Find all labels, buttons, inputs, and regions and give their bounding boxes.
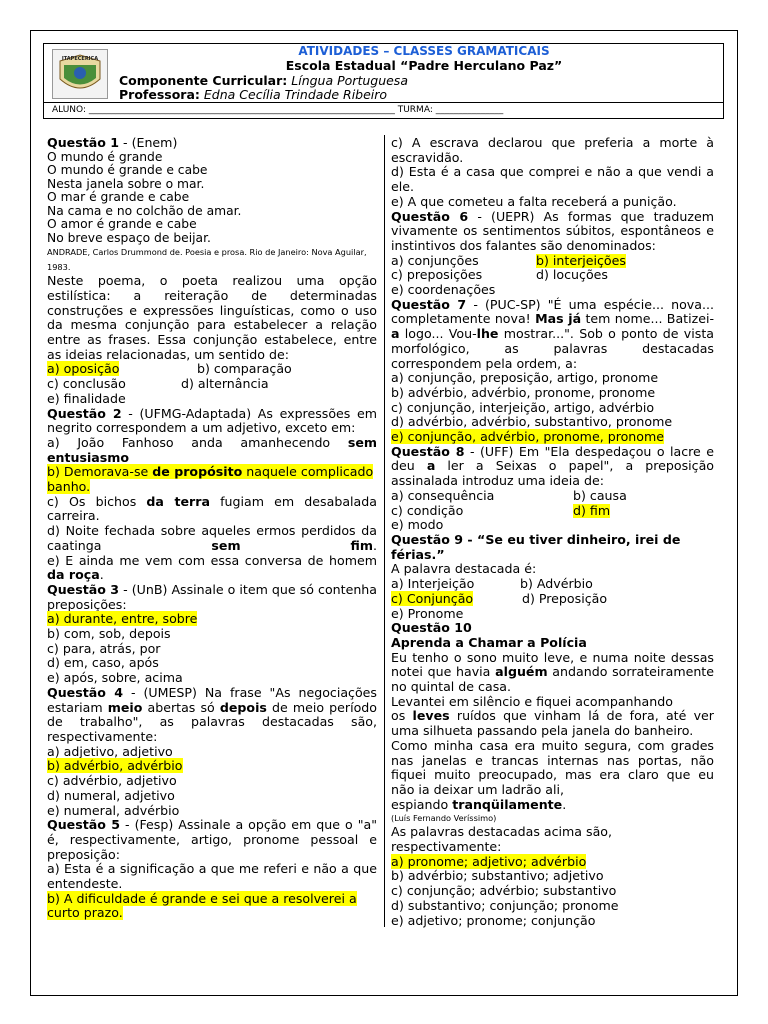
q10-text-title-label: Aprenda a Chamar a Polícia bbox=[391, 634, 587, 650]
q3-option-b[interactable]: b) com, sob, depois bbox=[47, 626, 171, 642]
q5-option-b-row bbox=[47, 892, 377, 921]
q6-title: Questão 6 bbox=[391, 208, 469, 224]
q3-heading bbox=[47, 583, 377, 612]
document-title: ATIVIDADES – CLASSES GRAMATICAIS bbox=[298, 44, 550, 58]
q2-c-text2: fugiam em desabalada carreira. bbox=[47, 493, 377, 524]
q10-p1-text2: andando sorrateiramente no quintal de casa. bbox=[391, 664, 714, 695]
q7-bold1: Mas já bbox=[535, 311, 582, 327]
q4-option-a[interactable]: a) adjetivo, adjetivo bbox=[47, 743, 173, 759]
q3-option-d[interactable]: d) em, caso, após bbox=[47, 655, 159, 671]
q1-option-e[interactable]: e) finalidade bbox=[47, 390, 126, 406]
q2-b-text: b) Demorava-se bbox=[47, 464, 153, 480]
q7-option-b[interactable]: b) advérbio, advérbio, pronome, pronome bbox=[391, 384, 656, 400]
q2-c-text: c) Os bichos bbox=[47, 493, 147, 509]
q8-option-a[interactable]: a) consequência bbox=[391, 487, 495, 503]
q7-bold3: lhe bbox=[476, 326, 499, 342]
q9-bold1: Se bbox=[485, 531, 503, 547]
q4-text3: de meio período de trabalho", as palavras destacadas são, respectivamente: bbox=[47, 699, 378, 744]
q7-text1: - (PUC-SP) "É uma espécie... nova... completamente nova! bbox=[391, 296, 714, 327]
q8-option-e[interactable]: e) modo bbox=[391, 517, 444, 533]
q7-option-a[interactable]: a) conjunção, preposição, artigo, pronome bbox=[391, 370, 659, 386]
q10-stem: As palavras destacadas acima são, respectivamente: bbox=[391, 824, 613, 855]
q1-option-a[interactable]: a) oposição bbox=[47, 361, 120, 377]
q10-paragraph-5 bbox=[391, 798, 714, 813]
q5-source: - (Fesp) Assinale a opção em que o "a" é, respectivamente, artigo, pronome pessoal e preposição: bbox=[47, 817, 377, 862]
q10-p1-bold: alguém bbox=[495, 664, 548, 680]
q1-stem: Neste poema, o poeta realizou uma opção estilística: a reiteração de determinadas construções e expressões linguísticas, como o uso da mesma conjunção para estabelecer a relação entre as frases. Essa conjunção estabelece, entre as ideias relacionadas, um sentido de: bbox=[47, 273, 377, 362]
q6-heading bbox=[391, 210, 714, 254]
q4-text1: - (UMESP) Na frase "As negociações estariam bbox=[47, 684, 377, 715]
q6-option-b[interactable]: b) interjeições bbox=[536, 252, 626, 268]
logo-text: ITAPECERICA bbox=[61, 56, 99, 62]
q2-option-b[interactable] bbox=[47, 465, 377, 494]
q2-a-bold: sem entusiasmo bbox=[47, 434, 377, 465]
component-line bbox=[119, 73, 408, 88]
q3-option-a[interactable]: a) durante, entre, sobre bbox=[47, 611, 198, 627]
poem-line: Nesta janela sobre o mar. bbox=[47, 176, 205, 191]
q2-b-bold: de propósito bbox=[152, 464, 243, 480]
q10-paragraph-3 bbox=[391, 709, 714, 738]
q10-paragraph-1 bbox=[391, 651, 714, 695]
q9-options-ab bbox=[391, 577, 714, 592]
q10-title: Questão 10 bbox=[391, 620, 472, 636]
q1-options-ab bbox=[47, 362, 377, 377]
q8-option-c[interactable]: c) condição bbox=[391, 502, 464, 518]
q10-text-title bbox=[391, 636, 714, 651]
q9-option-d[interactable]: d) Preposição bbox=[522, 590, 608, 606]
q10-p1-text: Eu tenho o sono muito leve, e numa noite dessas notei que havia bbox=[391, 649, 714, 680]
q2-heading bbox=[47, 407, 377, 436]
poem-line: No breve espaço de beijar. bbox=[47, 230, 211, 245]
q1-poem bbox=[47, 151, 377, 246]
q8-text1: - (UFF) Em "Ela despedaçou o lacre e deu bbox=[391, 443, 714, 474]
q7-text3: logo... Vou- bbox=[399, 326, 477, 342]
right-column bbox=[391, 136, 714, 928]
q5-option-b[interactable]: b) A dificuldade é grande e sei que a resolverei a curto prazo. bbox=[47, 890, 357, 921]
q10-p5-text2: . bbox=[562, 796, 567, 812]
column-divider bbox=[384, 135, 385, 927]
school-name: Escola Estadual “Padre Herculano Paz” bbox=[285, 58, 563, 73]
q7-text2: tem nome... Batizei- bbox=[581, 311, 714, 327]
q10-author: (Luís Fernando Veríssimo) bbox=[391, 813, 497, 824]
student-row[interactable]: ALUNO: ____________________________________________________________________ TURMA: _______________ bbox=[43, 102, 724, 119]
q10-heading bbox=[391, 621, 714, 636]
q3-title: Questão 3 bbox=[47, 581, 120, 597]
q5-heading bbox=[47, 818, 377, 862]
q1-option-d[interactable]: d) alternância bbox=[181, 376, 269, 392]
q8-options-ab bbox=[391, 489, 714, 504]
q2-title: Questão 2 bbox=[47, 405, 122, 421]
poem-line: O amor é grande e cabe bbox=[47, 217, 197, 232]
q4-option-c[interactable]: c) advérbio, adjetivo bbox=[47, 773, 177, 789]
q7-heading bbox=[391, 298, 714, 372]
q1-title: Questão 1 bbox=[47, 135, 120, 150]
q5-option-c[interactable]: c) A escrava declarou que preferia a morte à escravidão. bbox=[391, 135, 714, 165]
q10-paragraph-2: Levantei em silêncio e fiquei acompanhando bbox=[391, 693, 673, 709]
q9-options-cd bbox=[391, 592, 714, 607]
q10-p3-bold: leves bbox=[412, 708, 450, 724]
q3-source: - (UnB) Assinale o item que só contenha preposições: bbox=[47, 581, 377, 612]
q4-text2: abertas só bbox=[142, 699, 220, 715]
q6-options-ab bbox=[391, 254, 714, 269]
q4-option-e[interactable]: e) numeral, advérbio bbox=[47, 802, 180, 818]
poem-line: Na cama e no colchão de amar. bbox=[47, 203, 242, 218]
q7-text4: mostrar...". Sob o ponto de vista morfológico, as palavras destacadas correspondem pela ordem, a: bbox=[391, 326, 714, 371]
q10-option-d[interactable]: d) substantivo; conjunção; pronome bbox=[391, 897, 619, 913]
q1-citation: ANDRADE, Carlos Drummond de. Poesia e prosa. Rio de Janeiro: Nova Aguilar, 1983. bbox=[47, 247, 367, 272]
q6-option-c[interactable]: c) preposições bbox=[391, 267, 483, 283]
teacher-value: Edna Cecília Trindade Ribeiro bbox=[203, 87, 388, 102]
q5-option-a[interactable]: a) Esta é a significação a que me referi e não a que entendeste. bbox=[47, 861, 377, 892]
q6-option-a[interactable]: a) conjunções bbox=[391, 252, 479, 268]
q7-option-d[interactable]: d) advérbio, advérbio, substantivo, pronome bbox=[391, 414, 673, 430]
q2-e-text: e) E ainda me vem com essa conversa de homem bbox=[47, 552, 377, 568]
component-value: Língua Portuguesa bbox=[291, 73, 408, 88]
poem-line: O mundo é grande e cabe bbox=[47, 163, 208, 178]
q1-source: - (Enem) bbox=[119, 135, 178, 150]
q10-option-b[interactable]: b) advérbio; substantivo; adjetivo bbox=[391, 868, 604, 884]
q9-stem: A palavra destacada é: bbox=[391, 561, 537, 577]
q2-e-bold: da roça bbox=[47, 567, 100, 583]
left-column bbox=[47, 136, 377, 921]
q7-bold2: a bbox=[391, 326, 400, 342]
q2-option-d[interactable]: d) Noite fechada sobre aqueles ermos perdidos da caatinga sem fim. bbox=[47, 523, 377, 553]
q4-bold1: meio bbox=[107, 699, 143, 715]
q3-option-e[interactable]: e) após, sobre, acima bbox=[47, 670, 183, 686]
teacher-label: Professora: bbox=[119, 87, 200, 102]
q4-title: Questão 4 bbox=[47, 684, 123, 700]
q7-option-c[interactable]: c) conjunção, interjeição, artigo, advérbio bbox=[391, 399, 655, 415]
q2-d-text: d) Noite fechada sobre aqueles ermos perdidos da caatinga bbox=[47, 523, 377, 553]
q8-title: Questão 8 bbox=[391, 443, 465, 459]
q10-p3-text2: ruídos que vinham lá de fora, até ver uma silhueta passando pela janela do banheiro. bbox=[391, 708, 714, 739]
q6-option-d[interactable]: d) locuções bbox=[536, 267, 608, 283]
q7-option-e[interactable]: e) conjunção, advérbio, pronome, pronome bbox=[391, 429, 664, 445]
q10-p3-text: os bbox=[391, 708, 413, 724]
q10-option-a-row bbox=[391, 855, 714, 870]
q8-bold1: a bbox=[426, 458, 436, 474]
q6-options-cd bbox=[391, 268, 714, 283]
q1-heading bbox=[47, 136, 377, 151]
q9-option-b[interactable]: b) Advérbio bbox=[520, 576, 593, 592]
q10-paragraph-4: Como minha casa era muito segura, com grades nas janelas e trancas internas nas portas, não fiquei muito preocupado, mas era claro que eu não ia deixar um ladrão ali, bbox=[391, 737, 714, 797]
q10-option-a[interactable]: a) pronome; adjetivo; advérbio bbox=[391, 853, 587, 869]
q9-option-a[interactable]: a) Interjeição bbox=[391, 576, 475, 592]
q9-option-e[interactable]: e) Pronome bbox=[391, 605, 464, 621]
q3-option-a-row bbox=[47, 612, 377, 627]
q9-text2: eu tiver dinheiro, irei de férias.” bbox=[391, 531, 681, 562]
teacher-line bbox=[119, 87, 387, 102]
poem-line: O mar é grande e cabe bbox=[47, 190, 190, 205]
q1-option-c[interactable]: c) conclusão bbox=[47, 376, 126, 392]
q5-title: Questão 5 bbox=[47, 817, 121, 833]
q2-b-text2: naquele complicado banho. bbox=[47, 464, 374, 495]
q2-a-text: a) João Fanhoso anda amanhecendo bbox=[47, 434, 348, 450]
q1-options-cd bbox=[47, 377, 377, 392]
q9-option-c[interactable]: c) Conjunção bbox=[391, 590, 474, 606]
q10-option-c[interactable]: c) conjunção; advérbio; substantivo bbox=[391, 883, 617, 899]
q2-c-bold: da terra bbox=[146, 493, 210, 509]
header-box bbox=[43, 43, 724, 103]
component-label: Componente Curricular: bbox=[119, 73, 288, 88]
q7-title: Questão 7 bbox=[391, 296, 467, 312]
q10-p5-text: espiando bbox=[391, 796, 453, 812]
q4-option-d[interactable]: d) numeral, adjetivo bbox=[47, 787, 175, 803]
q8-heading bbox=[391, 445, 714, 489]
q2-d-bold2: fim bbox=[350, 537, 373, 553]
q4-option-b[interactable]: b) advérbio, advérbio bbox=[47, 758, 183, 774]
q10-option-e[interactable]: e) adjetivo; pronome; conjunção bbox=[391, 912, 596, 928]
q8-text2: ler a Seixas o papel", a preposição assinalada introduz uma ideia de: bbox=[391, 458, 715, 489]
q9-title: Questão 9 bbox=[391, 531, 464, 547]
q2-option-e[interactable]: e) E ainda me vem com essa conversa de homem da roça. bbox=[47, 552, 377, 583]
q1-option-b[interactable]: b) comparação bbox=[197, 361, 292, 377]
q8-option-b[interactable]: b) causa bbox=[573, 487, 627, 503]
q3-option-c[interactable]: c) para, atrás, por bbox=[47, 640, 161, 656]
q6-source: - (UEPR) As formas que traduzem vivamente os sentimentos súbitos, espontâneos e instintivos dos falantes são denominados: bbox=[391, 208, 714, 253]
q4-bold2: depois bbox=[219, 699, 267, 715]
q2-option-c[interactable] bbox=[47, 495, 377, 524]
q7-option-e-row bbox=[391, 430, 714, 445]
q5-option-d[interactable]: d) Esta é a casa que comprei e não a que vendi a ele. bbox=[391, 164, 714, 195]
poem-line: O mundo é grande bbox=[47, 149, 163, 164]
q2-d-bold1: sem bbox=[211, 537, 241, 553]
q2-source: - (UFMG-Adaptada) As expressões em negrito correspondem a um adjetivo, exceto em: bbox=[47, 405, 377, 436]
q4-heading bbox=[47, 686, 377, 745]
q5-option-e[interactable]: e) A que cometeu a falta receberá a punição. bbox=[391, 193, 677, 209]
school-logo bbox=[52, 49, 108, 99]
q9-heading bbox=[391, 533, 714, 562]
q6-option-e[interactable]: e) coordenações bbox=[391, 282, 496, 298]
q8-option-d[interactable]: d) fim bbox=[573, 502, 611, 518]
q2-option-a[interactable] bbox=[47, 436, 377, 465]
q10-p5-bold: tranqüilamente bbox=[452, 796, 563, 812]
q8-options-cd bbox=[391, 504, 714, 519]
q9-text1: - “ bbox=[463, 531, 486, 547]
q4-option-b-row bbox=[47, 759, 377, 774]
